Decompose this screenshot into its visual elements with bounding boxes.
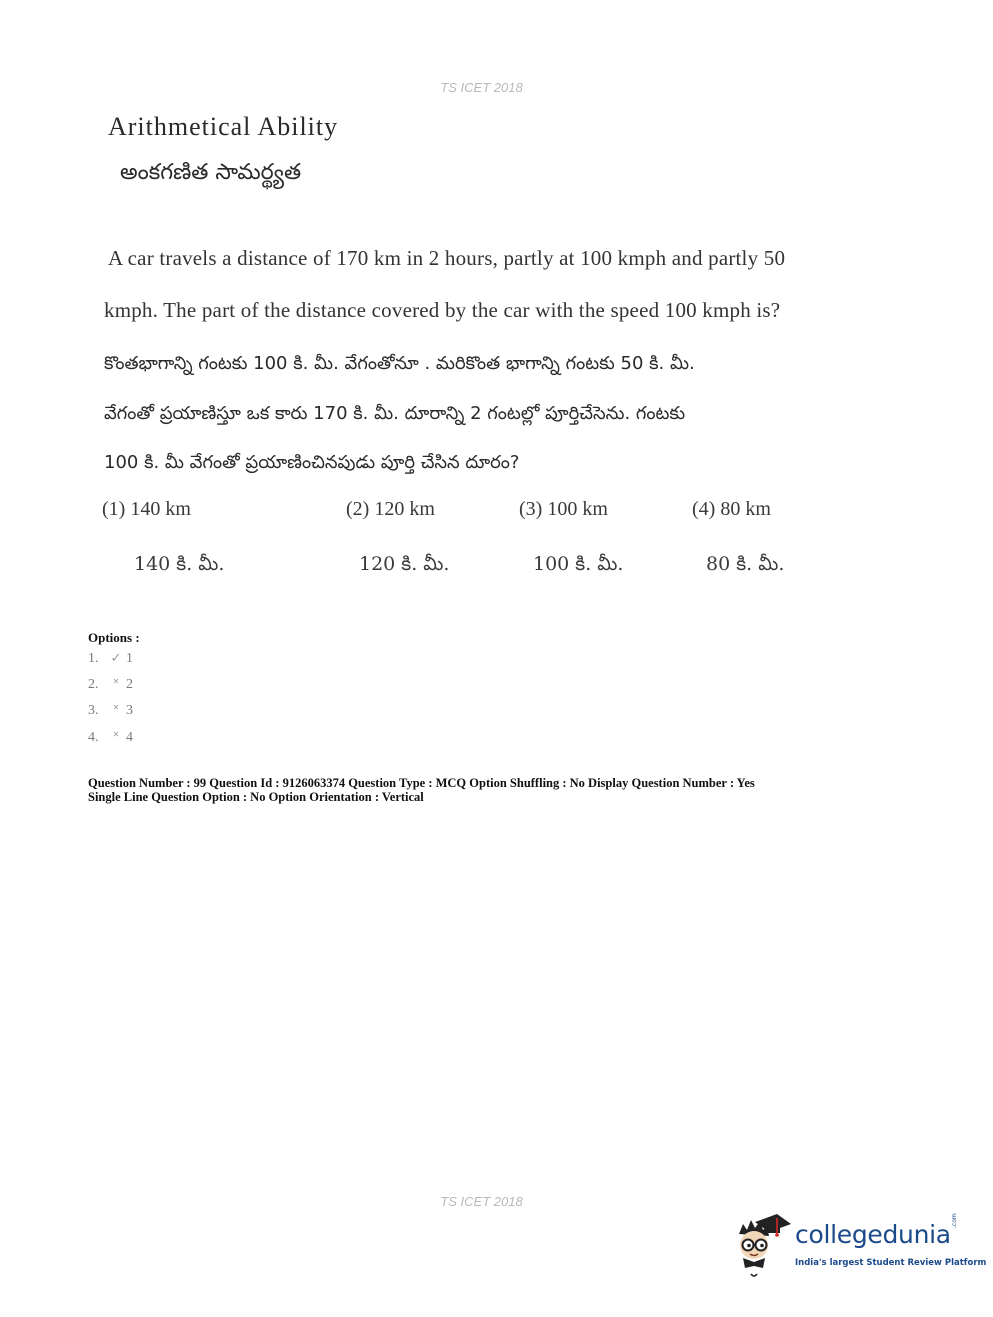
question-text-en-line-1: A car travels a distance of 170 km in 2 hours, partly at 100 kmph and partly 50	[108, 246, 786, 270]
option-row-1	[88, 651, 133, 667]
option-row-4	[88, 730, 133, 746]
watermark-top: TS ICET 2018	[440, 80, 523, 95]
option-value: 2	[126, 677, 133, 692]
watermark-bottom: TS ICET 2018	[440, 1194, 523, 1209]
cross-icon: ✕	[112, 730, 120, 739]
option-value: 1	[126, 651, 133, 666]
logo-brand-text: collegedunia	[795, 1220, 951, 1249]
option-row-2	[88, 677, 133, 693]
question-text-te-line-3: 100 కి. మీ వేగంతో ప్రయాణించినపుడు పూర్తి చేసిన దూరం?	[104, 452, 520, 473]
logo-domain-text: .com	[951, 1213, 958, 1228]
logo-tagline: India's largest Student Review Platform	[795, 1258, 987, 1268]
question-text-te-line-2: వేగంతో ప్రయాణిస్తూ ఒక కారు 170 కి. మీ. దూరాన్ని 2 గంటల్లో పూర్తిచేసెను. గంటకు	[104, 403, 686, 424]
mascot-icon	[733, 1212, 793, 1282]
question-metadata-line-2: Single Line Question Option : No Option Orientation : Vertical	[88, 790, 424, 804]
option-number: 1.	[88, 651, 99, 666]
section-title-telugu: అంకగణిత సామర్థ్యత	[120, 160, 302, 185]
choice-3-en: (3) 100 km	[519, 498, 608, 520]
choice-1-te: 140 కి. మీ.	[134, 553, 225, 575]
choice-2-en: (2) 120 km	[346, 498, 435, 520]
choice-4-en: (4) 80 km	[692, 498, 771, 520]
choice-2-te: 120 కి. మీ.	[359, 553, 450, 575]
cross-icon: ✕	[112, 677, 120, 686]
options-label: Options :	[88, 630, 140, 645]
collegedunia-logo	[733, 1212, 987, 1282]
option-number: 3.	[88, 703, 99, 718]
option-row-3	[88, 703, 133, 719]
option-value: 4	[126, 730, 133, 745]
check-icon: ✓	[110, 651, 122, 666]
question-metadata-line-1: Question Number : 99 Question Id : 9126063374 Question Type : MCQ Option Shuffling : No Display Question Number : Yes	[88, 776, 755, 790]
question-text-en-line-2: kmph. The part of the distance covered by the car with the speed 100 kmph is?	[104, 298, 781, 322]
choice-3-te: 100 కి. మీ.	[533, 553, 624, 575]
option-number: 4.	[88, 730, 99, 745]
section-title: Arithmetical Ability	[108, 112, 339, 141]
question-text-te-line-1: కొంతభాగాన్ని గంటకు 100 కి. మీ. వేగంతోనూ . మరికొంత భాగాన్ని గంటకు 50 కి. మీ.	[104, 353, 695, 374]
choice-4-te: 80 కి. మీ.	[706, 553, 785, 575]
cross-icon: ✕	[112, 703, 120, 712]
option-value: 3	[126, 703, 133, 718]
option-number: 2.	[88, 677, 99, 692]
choice-1-en: (1) 140 km	[102, 498, 191, 520]
